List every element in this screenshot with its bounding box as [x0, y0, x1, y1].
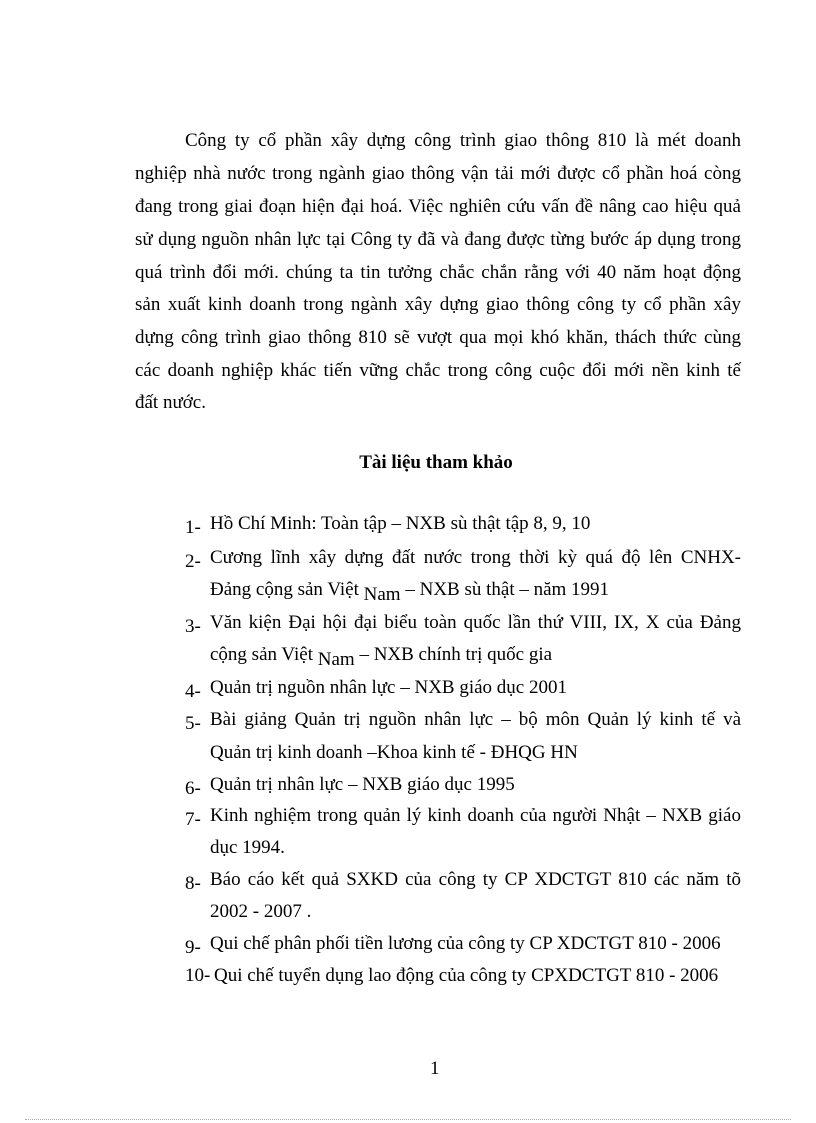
reference-number: 1-: [185, 517, 201, 538]
reference-number: 2-: [185, 551, 201, 572]
text: – NXB chính trị quốc gia: [359, 644, 553, 665]
reference-text: [210, 643, 741, 670]
reference-number: 4-: [185, 681, 201, 702]
reference-number: 3-: [185, 616, 201, 637]
reference-text: Quản trị nguồn nhân lực – NXB giáo dục 2001: [210, 677, 567, 698]
reference-text: Bài giảng Quản trị nguồn nhân lực – bộ môn Quản lý kinh tế và: [210, 709, 741, 730]
reference-text: Báo cáo kết quả SXKD của công ty CP XDCTGT 810 các năm tõ: [210, 869, 741, 890]
reference-text: 2002 - 2007 .: [210, 901, 312, 922]
paragraph-line: đang trong giai đoạn hiện đại hoá. Việc nghiên cứu vấn đề nâng cao hiệu quả: [135, 196, 741, 217]
reference-text: Cương lĩnh xây dựng đất nước trong thời kỳ quá độ lên CNHX-: [210, 547, 741, 568]
text: Đảng cộng sản Việt: [210, 579, 359, 600]
reference-number: 9-: [185, 937, 201, 958]
reference-text: Quản trị nhân lực – NXB giáo dục 1995: [210, 774, 515, 795]
reference-text: Văn kiện Đại hội đại biểu toàn quốc lần thứ VIII, IX, X của Đảng: [210, 612, 741, 633]
paragraph-line: dựng công trình giao thông 810 sẽ vượt qua mọi khó khăn, thách thức cùng: [135, 327, 741, 348]
paragraph-line: đất nước.: [135, 392, 206, 413]
reference-text: Qui chế tuyển dụng lao động của công ty CPXDCTGT 810 - 2006: [214, 965, 719, 986]
reference-number: 5-: [185, 713, 201, 734]
reference-number: 7-: [185, 809, 201, 830]
paragraph-line: sản xuất kinh doanh trong ngành xây dựng giao thông công ty cổ phần xây: [135, 294, 741, 315]
paragraph-line: các doanh nghiệp khác tiến vững chắc trong công cuộc đổi mới nền kinh tế: [135, 360, 741, 381]
paragraph-line: Công ty cổ phần xây dựng công trình giao thông 810 là mét doanh: [185, 130, 741, 151]
reference-number: 6-: [185, 778, 201, 799]
references-heading: Tài liệu tham khảo: [359, 452, 513, 473]
reference-text: [210, 578, 741, 605]
paragraph-line: nghiệp nhà nước trong ngành giao thông vận tải mới được cổ phần hoá còng: [135, 163, 741, 184]
paragraph-line: sử dụng nguồn nhân lực tại Công ty đã và đang được từng bước áp dụng trong: [135, 229, 741, 250]
reference-text: Kinh nghiệm trong quản lý kinh doanh của người Nhật – NXB giáo: [210, 805, 741, 826]
page-number: 1: [430, 1058, 440, 1079]
reference-text: Hồ Chí Minh: Toàn tập – NXB sù thật tập 8, 9, 10: [210, 513, 591, 534]
subscript-text: Nam: [363, 584, 401, 605]
reference-number: 8-: [185, 873, 201, 894]
reference-text: Qui chế phân phối tiền lương của công ty CP XDCTGT 810 - 2006: [210, 933, 721, 954]
reference-text: Quản trị kinh doanh –Khoa kinh tế - ĐHQG HN: [210, 742, 578, 763]
page-bottom-divider: [25, 1119, 791, 1120]
subscript-text: Nam: [317, 649, 355, 670]
paragraph-line: quá trình đổi mới. chúng ta tin tưởng chắc chắn rằng với 40 năm hoạt động: [135, 262, 741, 283]
text: cộng sản Việt: [210, 644, 313, 665]
text: – NXB sù thật – năm 1991: [405, 579, 610, 600]
reference-number: 10-: [185, 965, 211, 986]
reference-text: dục 1994.: [210, 837, 285, 858]
